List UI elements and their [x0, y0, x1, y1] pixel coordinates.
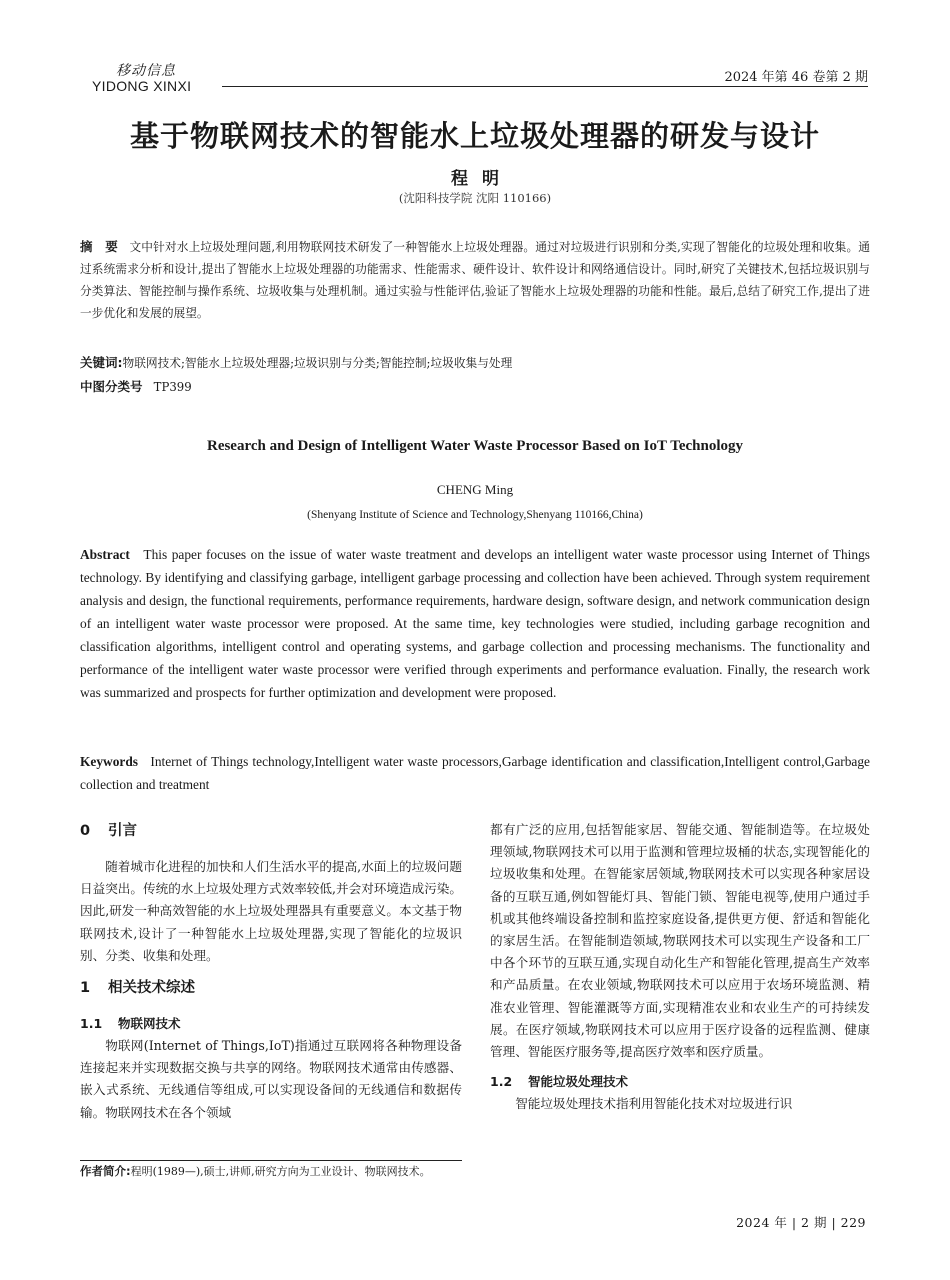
- keywords-text-cn: 物联网技术;智能水上垃圾处理器;垃圾识别与分类;智能控制;垃圾收集与处理: [122, 356, 513, 370]
- journal-name-cn: 移动信息: [116, 63, 176, 79]
- page-footer: 2024 年 | 2 期 | 229: [736, 1215, 866, 1230]
- body-column-right: [490, 819, 870, 1115]
- paper-title-en: Research and Design of Intelligent Water Waste Processor Based on IoT Technology: [206, 438, 743, 454]
- section-heading-1-1: 1.1 物联网技术: [80, 1016, 181, 1032]
- affiliation-cn: (沈阳科技学院 沈阳 110166): [398, 191, 552, 205]
- abstract-cn: [80, 236, 870, 324]
- keywords-en: [80, 750, 870, 796]
- smart-waste-paragraph: 智能垃圾处理技术指利用智能化技术对垃圾进行识: [515, 1096, 793, 1112]
- abstract-label-en: Abstract: [80, 547, 130, 562]
- abstract-text-en: This paper focuses on the issue of water waste treatment and develops an intelligent water waste processor using Internet of Things technology. By identifying and classifying garbage, intelligent garbage processing and collection have been achieved. Through system requirement analysis and design, the functional requirements, performance requirements, hardware design, software design, and network communication design of an intelligent water waste processor were proposed. At the same time, key technologies were studied, including garbage recognition and classification algorithms, intelligent control and operating systems, and garbage collection and processing mechanisms. The functionality and performance of the intelligent water waste processor were verified through experiments and performance evaluation. Finally, the research work was summarized and prospects for further optimization and development were proposed.: [80, 547, 871, 700]
- abstract-text-cn: 文中针对水上垃圾处理问题,利用物联网技术研发了一种智能水上垃圾处理器。通过对垃圾进行识别和分类,实现了智能化的垃圾处理和收集。通过系统需求分析和设计,提出了智能水上垃圾处理器的功能需求、性能需求、硬件设计、软件设计和网络通信设计。同时,研究了关键技术,包括垃圾识别与分类算法、智能控制与操作系统、垃圾收集与处理机制。通过实验与性能评估,验证了智能水上垃圾处理器的功能和性能。最后,总结了研究工作,提出了进一步优化和发展的展望。: [80, 240, 870, 320]
- footnote-rule: [80, 1160, 462, 1161]
- footnote-label: 作者简介:: [80, 1164, 131, 1178]
- intro-paragraph: 随着城市化进程的加快和人们生活水平的提高,水面上的垃圾问题日益突出。传统的水上垃圾处理方式效率较低,并会对环境造成污染。因此,研发一种高效智能的水上垃圾处理器具有重要意义。本文基于物联网技术,设计了一种智能水上垃圾处理器,实现了智能化的垃圾识别、分类、收集和处理。: [80, 859, 462, 963]
- classification-label: 中图分类号: [80, 379, 143, 394]
- classification-code: TP399: [153, 380, 192, 394]
- header-rule: [222, 86, 868, 87]
- classification: [80, 376, 870, 398]
- section-heading-0: 0 引言: [80, 823, 137, 839]
- body-column-left: [80, 820, 462, 1124]
- author-footnote: [80, 1163, 431, 1180]
- section-heading-1-2: 1.2 智能垃圾处理技术: [490, 1074, 629, 1090]
- affiliation-en: (Shenyang Institute of Science and Technology,Shenyang 110166,China): [307, 509, 643, 521]
- journal-name-en: YIDONG XINXI: [92, 78, 192, 94]
- footnote-text: 程明(1989—),硕士,讲师,研究方向为工业设计、物联网技术。: [130, 1165, 431, 1178]
- issue-info: 2024 年第 46 卷第 2 期: [724, 70, 868, 85]
- keywords-cn: [80, 352, 870, 374]
- author-en: CHENG Ming: [436, 482, 514, 497]
- paper-title-cn: 基于物联网技术的智能水上垃圾处理器的研发与设计: [129, 119, 820, 153]
- keywords-label-en: Keywords: [80, 754, 139, 769]
- abstract-en: [80, 543, 870, 704]
- author-cn: 程明: [451, 169, 513, 189]
- keywords-text-en: Internet of Things technology,Intelligent water waste processors,Garbage identification and classification,Intelligent control,Garbage collection and treatment: [80, 754, 870, 792]
- iot-paragraph-continued: 都有广泛的应用,包括智能家居、智能交通、智能制造等。在垃圾处理领域,物联网技术可以用于监测和管理垃圾桶的状态,实现智能化的垃圾收集和处理。在智能家居领域,物联网技术可以实现各种家居设备的互联互通,例如智能灯具、智能门锁、智能电视等,使用户通过手机或其他终端设备控制和监控家庭设备,提供更方便、舒适和智能化的家居生活。在智能制造领域,物联网技术可以实现生产设备和工厂中各个环节的互联互通,实现自动化生产和智能化管理,提高生产效率和产品质量。在农业领域,物联网技术可以应用于农场环境监测、精准农业管理、智能灌溉等方面,实现精准农业和农业生产的可持续发展。在医疗领域,物联网技术可以应用于医疗设备的远程监测、健康管理、智能医疗服务等,提高医疗效率和医疗质量。: [490, 822, 870, 1060]
- section-heading-1: 1 相关技术综述: [80, 980, 195, 997]
- abstract-label-cn: 摘 要: [80, 239, 118, 254]
- iot-paragraph: 物联网(Internet of Things,IoT)指通过互联网将各种物理设备连接起来并实现数据交换与共享的网络。物联网技术通常由传感器、嵌入式系统、无线通信等组成,可以实现设备间的无线通信和数据传输。物联网技术在各个领域: [80, 1038, 462, 1120]
- keywords-label-cn: 关键词:: [80, 355, 123, 370]
